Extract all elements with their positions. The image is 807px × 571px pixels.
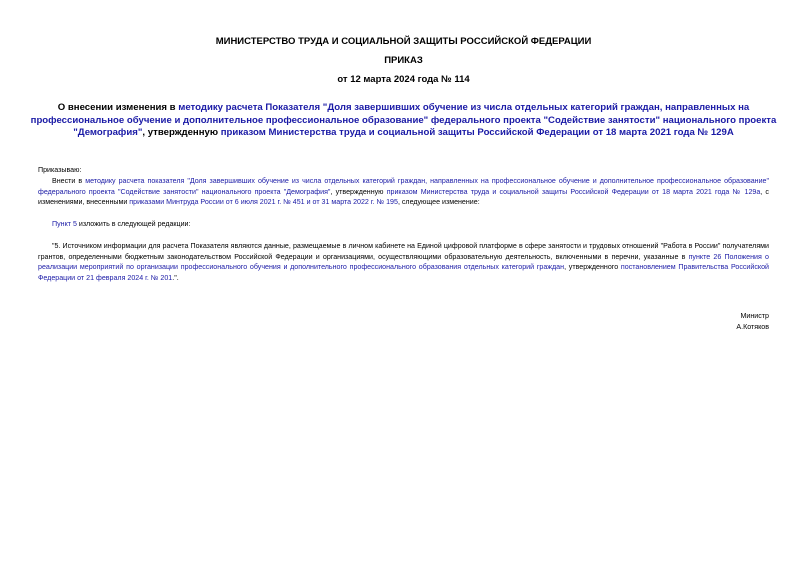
- document-type: ПРИКАЗ: [384, 55, 423, 66]
- p3-text-a: "5. Источником информации для расчета Показателя являются данные, размещаемые в личном кабинете на Единой цифровой платформе в сфере занятости и трудовых отношений "Работа в России" получателями грантов, определенными бюджетным законодательством Российской Федерации и организациями, осуществляющими образовательную деятельность, включенными в перечни, указанные в: [38, 242, 769, 261]
- paragraph-1: [38, 176, 769, 208]
- title-text-2: , утвержденную: [142, 127, 221, 138]
- document-date: от 12 марта 2024 года № 114: [337, 74, 470, 85]
- orders-line: Приказываю:: [38, 166, 82, 174]
- p1-text-d: , следующее изменение:: [397, 198, 480, 207]
- p1-link-amendments[interactable]: приказами Минтруда России от 6 июля 2021 г. № 451 и от 31 марта 2022 г. № 195: [129, 198, 398, 207]
- p1-text-b: , утвержденную: [330, 187, 387, 196]
- signature-position: Министр: [740, 312, 769, 320]
- p1-text-c: , с изменениями, внесенными: [38, 187, 769, 207]
- p3-text-b: , утвержденного: [564, 263, 621, 272]
- title-link-order[interactable]: приказом Министерства труда и социальной защиты Российской Федерации от 18 марта 2021 года № 129А: [220, 127, 734, 138]
- p2-link-item5[interactable]: Пункт 5: [52, 220, 77, 228]
- paragraph-2: [38, 219, 769, 230]
- paragraph-3: [38, 241, 769, 283]
- title-link-methodology[interactable]: методику расчета Показателя "Доля завершивших обучение из числа отдельных категорий граждан, направленных на профессиональное обучение и дополнительное профессиональное образование" федерального проекта "Содействие занятости" национального проекта "Демография": [30, 102, 777, 138]
- p3-link-resolution[interactable]: постановлением Правительства Российской Федерации от 21 февраля 2024 г. № 201: [38, 263, 770, 282]
- document-title: [30, 102, 777, 140]
- p3-text-c: .".: [172, 273, 179, 282]
- title-text-1: О внесении изменения в: [57, 102, 179, 113]
- signature-name: А.Котяков: [736, 323, 769, 331]
- ministry-heading: МИНИСТЕРСТВО ТРУДА И СОЦИАЛЬНОЙ ЗАЩИТЫ РОССИЙСКОЙ ФЕДЕРАЦИИ: [215, 36, 592, 47]
- p1-link-order[interactable]: приказом Министерства труда и социальной защиты Российской Федерации от 18 марта 2021 года № 129а: [386, 187, 761, 196]
- p1-link-methodology[interactable]: методику расчета показателя "Доля завершивших обучение из числа отдельных категорий граждан, направленных на профессиональное обучение и дополнительное профессиональное образование" федерального проекта "Содействие занятости" национального проекта "Демография": [38, 177, 769, 196]
- p2-text: изложить в следующей редакции:: [76, 220, 191, 228]
- p1-text-a: Внести в: [52, 177, 86, 185]
- p3-link-regulation[interactable]: пункте 26 Положения о реализации мероприятий по организации профессионального обучения и дополнительного профессионального образования отдельных категорий граждан: [38, 252, 769, 272]
